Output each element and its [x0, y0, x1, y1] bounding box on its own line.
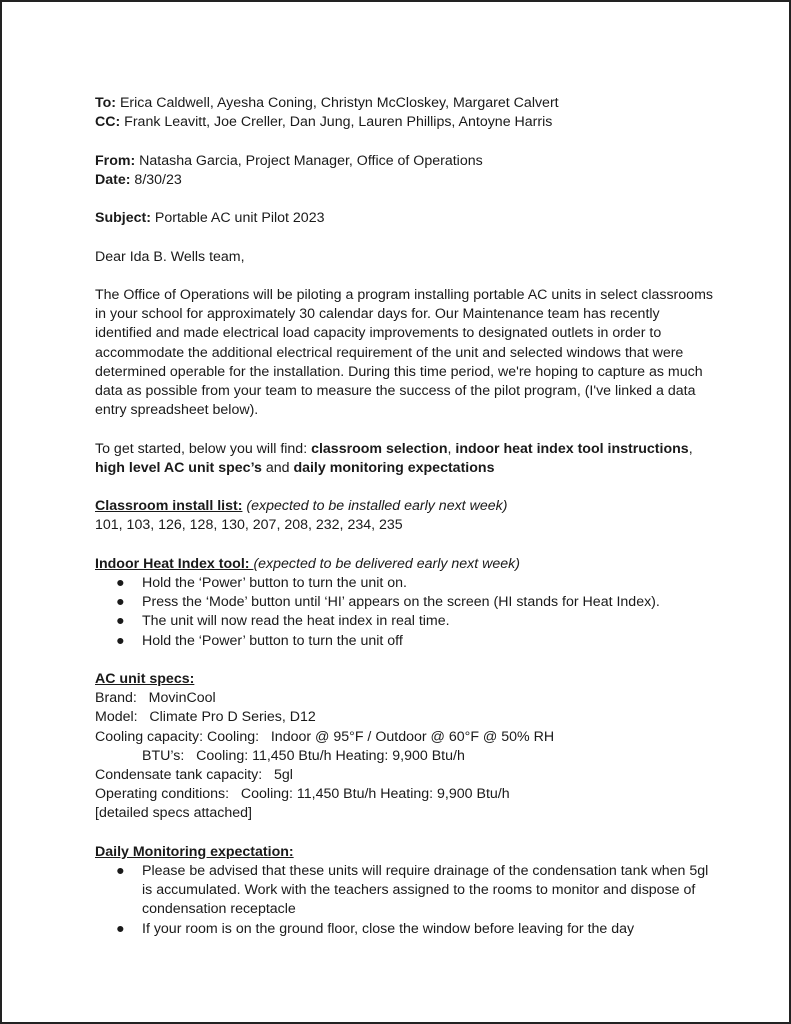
overview-item-heat-index: indoor heat index tool instructions [455, 440, 689, 457]
spec-brand: Brand: MovinCool [95, 690, 216, 707]
from-value: Natasha Garcia, Project Manager, Office of Operations [135, 152, 483, 169]
step-text: The unit will now read the heat index in real time. [142, 613, 450, 630]
bullet-icon: ● [116, 862, 125, 879]
cc-line [95, 113, 715, 132]
overview-separator: , [688, 440, 693, 457]
heat-index-steps [95, 574, 715, 651]
bullet-icon: ● [116, 574, 125, 591]
monitoring-items [95, 862, 715, 939]
list-item [95, 574, 715, 593]
overview-separator: and [261, 459, 294, 476]
from-label: From: [95, 152, 136, 169]
list-item [95, 612, 715, 631]
classroom-list-heading: Classroom install list: [95, 498, 243, 515]
step-text: Hold the ‘Power’ button to turn the unit on. [142, 574, 407, 591]
spec-attached: [detailed specs attached] [95, 805, 252, 822]
overview-prefix: To get started, below you will find: [95, 440, 312, 457]
monitoring-text: Please be advised that these units will require drainage of the condensation tank when 5gl is accumulated. Work with the teachers assigned to the rooms to monitor and dispose of condensation receptacle [142, 862, 709, 918]
spec-operating: Operating conditions: Cooling: 11,450 Btu/h Heating: 9,900 Btu/h [95, 786, 510, 803]
list-item [95, 920, 715, 939]
date-value: 8/30/23 [130, 171, 182, 188]
overview-item-specs: high level AC unit spec’s [95, 459, 262, 476]
to-line [95, 94, 715, 113]
monitoring-heading: Daily Monitoring expectation: [95, 843, 294, 860]
heat-index-heading-line [95, 555, 715, 574]
classroom-heading-line [95, 497, 715, 516]
heat-index-heading: Indoor Heat Index tool: [95, 555, 254, 572]
heat-index-note: (expected to be delivered early next week) [253, 555, 520, 572]
to-recipients: Erica Caldwell, Ayesha Coning, Christyn McCloskey, Margaret Calvert [116, 95, 559, 111]
spec-btus: BTU’s: Cooling: 11,450 Btu/h Heating: 9,900 Btu/h [142, 747, 465, 764]
overview-separator: , [447, 440, 456, 457]
overview-item-classroom: classroom selection [311, 440, 448, 457]
bullet-icon: ● [116, 594, 125, 611]
intro-paragraph: The Office of Operations will be piloting a program installing portable AC units in select classrooms in your school for approximately 30 calendar days for. Our Maintenance team has recently identified and made electrical load capacity improvements to designated outlets in order to accommodate the additional electrical requirement of the unit and selected windows that were determined operable for the installation. During this time period, we're hoping to capture as much data as possible from your team to measure the success of the pilot program, (I've linked a data entry spreadsheet below). [95, 286, 713, 419]
cc-label: CC: [95, 114, 121, 131]
greeting: Dear Ida B. Wells team, [95, 248, 245, 265]
date-label: Date: [95, 171, 131, 188]
list-item [95, 632, 715, 651]
classroom-list-note: (expected to be installed early next week) [242, 498, 508, 515]
overview-item-monitoring: daily monitoring expectations [293, 459, 495, 476]
subject-line [95, 209, 715, 228]
step-text: Hold the ‘Power’ button to turn the unit off [142, 632, 403, 649]
subject-label: Subject: [95, 210, 151, 227]
step-text: Press the ‘Mode’ button until ‘HI’ appears on the screen (HI stands for Heat Index). [142, 594, 660, 611]
spec-model: Model: Climate Pro D Series, D12 [95, 709, 316, 726]
bullet-icon: ● [116, 613, 125, 630]
subject-value: Portable AC unit Pilot 2023 [150, 210, 325, 227]
list-item [95, 593, 715, 612]
monitoring-text: If your room is on the ground floor, close the window before leaving for the day [142, 920, 635, 937]
overview-paragraph [95, 440, 715, 478]
to-label: To: [95, 95, 117, 111]
from-line [95, 152, 715, 171]
bullet-icon: ● [116, 632, 125, 649]
list-item [95, 862, 715, 920]
spec-tank: Condensate tank capacity: 5gl [95, 766, 293, 783]
memo-content [95, 94, 715, 939]
date-line [95, 171, 715, 190]
spec-cooling-capacity: Cooling capacity: Cooling: Indoor @ 95°F / Outdoor @ 60°F @ 50% RH [95, 728, 555, 745]
classroom-rooms: 101, 103, 126, 128, 130, 207, 208, 232, 234, 235 [95, 517, 403, 534]
ac-specs-heading: AC unit specs: [95, 670, 195, 687]
bullet-icon: ● [116, 920, 125, 937]
cc-recipients: Frank Leavitt, Joe Creller, Dan Jung, Lauren Phillips, Antoyne Harris [120, 114, 553, 131]
